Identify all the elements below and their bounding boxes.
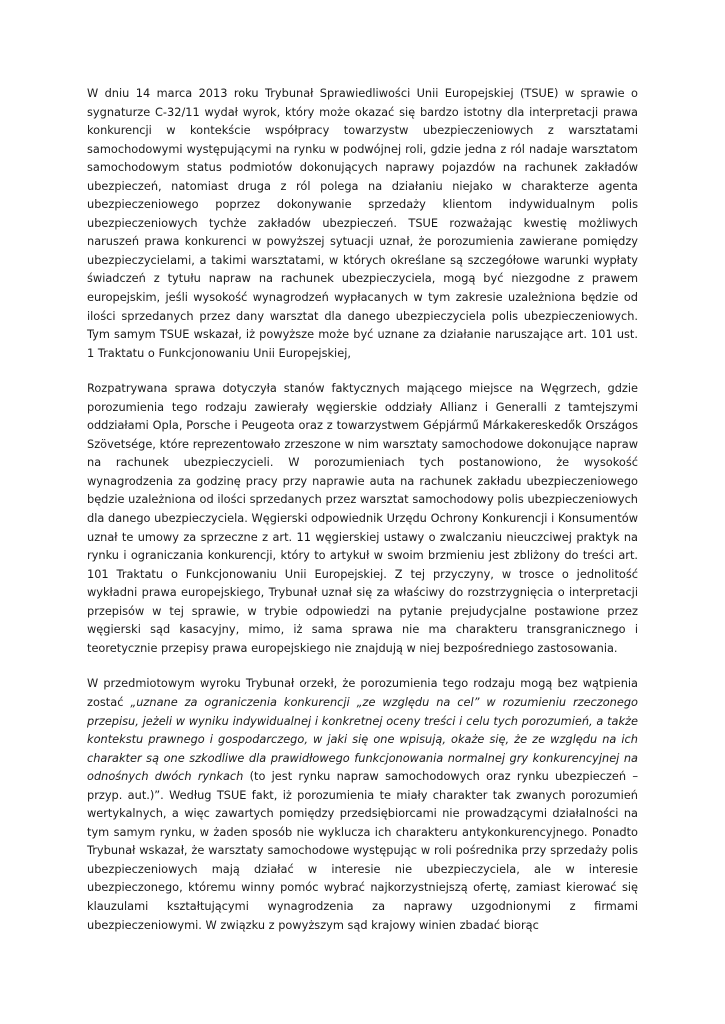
paragraph-2 xyxy=(87,379,638,657)
paragraph-3-tail: (to jest rynku napraw samochodowych oraz rynku ubezpieczeń – przyp. aut.)”. Według TSUE fakt, iż porozumienia te miały charakter tak zwanych porozumień wertykalnych, a więc zawartych pomiędzy przedsiębiorcami nie prowadzącymi działalności na tym samym rynku, w żaden sposób nie wyklucza ich charakteru antykonkurencyjnego. Ponadto Trybunał wskazał, że warsztaty samochodowe występując w roli pośrednika przy sprzedaży polis ubezpieczeniowych mają działać w interesie nie ubezpieczyciela, ale w interesie ubezpieczonego, któremu winny pomóc wybrać najkorzystniejszą ofertę, zamiast kierować się klauzulami kształtującymi wynagrodzenia za naprawy uzgodnionymi z firmami ubezpieczeniowymi. W związku z powyższym sąd krajowy winien zbadać biorąc xyxy=(87,769,638,932)
document-body xyxy=(87,84,638,934)
paragraph-2-text: Rozpatrywana sprawa dotyczyła stanów faktycznych mającego miejsce na Węgrzech, gdzie porozumienia tego rodzaju zawierały węgierskie oddziały Allianz i Generalli z tamtejszymi oddziałami Opla, Porsche i Peugeota oraz z towarzystwem Gépjármű Márkakereskedők Országos Szövetsége, które reprezentowało zrzeszone w nim warsztaty samochodowe dokonujące napraw na rachunek ubezpieczycieli. W porozumieniach tych postanowiono, że wysokość wynagrodzenia za godzinę pracy przy naprawie auta na rachunek zakładu ubezpieczeniowego będzie uzależniona od ilości sprzedanych przez warsztat samochodowy polis ubezpieczeniowych dla danego ubezpieczyciela. Węgierski odpowiednik Urzędu Ochrony Konkurencji i Konsumentów uznał te umowy za sprzeczne z art. 11 węgierskiej ustawy o zwalczaniu nieuczciwej praktyk na rynku i ograniczania konkurencji, który to artykuł w swoim brzmieniu jest zbliżony do treści art. 101 Traktatu o Funkcjonowaniu Unii Europejskiej. Z tej przyczyny, w trosce o jednolitość wykładni prawa europejskiego, Trybunał uznał się za właściwy do rozstrzygnięcia o interpretacji przepisów w tej sprawie, w trybie odpowiedzi na pytanie prejudycjalne postawione przez węgierski sąd kasacyjny, mimo, iż sama sprawa nie ma charakteru transgranicznego i teoretycznie przepisy prawa europejskiego nie znajdują w niej bezpośredniego zastosowania. xyxy=(87,381,638,655)
paragraph-1-text: W dniu 14 marca 2013 roku Trybunał Sprawiedliwości Unii Europejskiej (TSUE) w sprawie o sygnaturze C-32/11 wydał wyrok, który może okazać się bardzo istotny dla interpretacji prawa konkurencji w kontekście współpracy towarzystw ubezpieczeniowych z warsztatami samochodowymi występującymi na rynku w podwójnej roli, gdzie jedna z ról nadaje warsztatom samochodowym status podmiotów dokonujących naprawy pojazdów na rachunek zakładów ubezpieczeń, natomiast druga z ról polega na działaniu niejako w charakterze agenta ubezpieczeniowego poprzez dokonywanie sprzedaży klientom indywidualnym polis ubezpieczeniowych tychże zakładów ubezpieczeń. TSUE rozważając kwestię możliwych naruszeń prawa konkurenci w powyższej sytuacji uznał, że porozumienia zawierane pomiędzy ubezpieczycielami, a takimi warsztatami, w których określane są szczegółowe warunki wypłaty świadczeń z tytułu napraw na rachunek ubezpieczyciela, mogą być niezgodne z prawem europejskim, jeśli wysokość wynagrodzeń wypłacanych w tym zakresie uzależniona będzie od ilości sprzedanych przez dany warsztat dla danego ubezpieczyciela polis ubezpieczeniowych. Tym samym TSUE wskazał, iż powyższe może być uznane za działanie naruszające art. 101 ust. 1 Traktatu o Funkcjonowaniu Unii Europejskiej, xyxy=(87,86,638,360)
paragraph-3 xyxy=(87,674,638,934)
paragraph-1 xyxy=(87,84,638,362)
paragraph-3-lead: W przedmiotowym wyroku Trybunał orzekł, że porozumienia tego rodzaju mogą bez wątpienia zostać xyxy=(87,676,638,709)
paragraph-3-quote: „uznane za ograniczenia konkurencji „ze względu na cel” w rozumieniu rzeczonego przepisu, jeżeli w wyniku indywidualnej i konkretnej oceny treści i celu tych porozumień, a także kontekstu prawnego i gospodarczego, w jaki się one wpisują, okaże się, że ze względu na ich charakter są one szkodliwe dla prawidłowego funkcjonowania normalnej gry konkurencyjnej na odnośnych dwóch rynkach xyxy=(87,694,638,784)
